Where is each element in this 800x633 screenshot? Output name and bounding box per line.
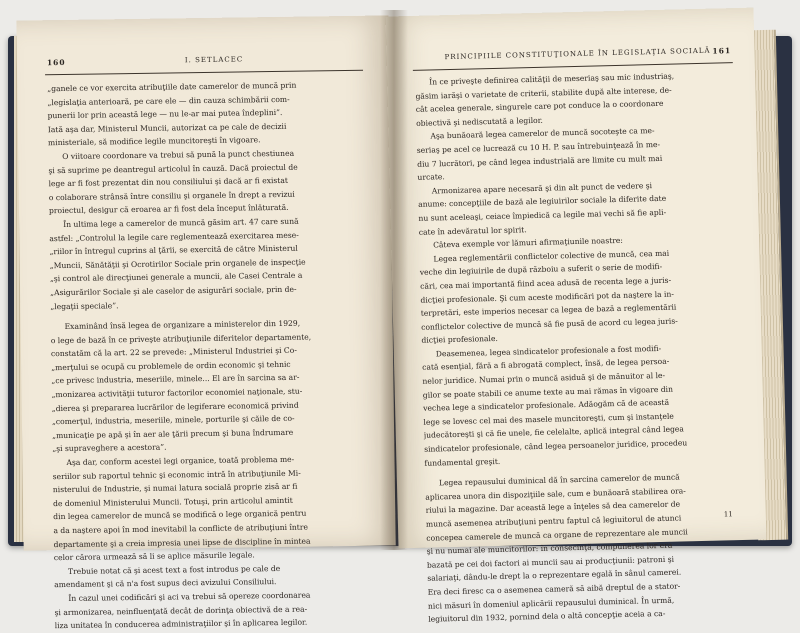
text-line: conflictelor colective de muncă să fie pusă de acord cu legea juris- [421,316,678,332]
text-line: a da naştere apoi în mod inevitabil la conflicte de atribuţiuni între [53,522,309,536]
text-line: aplicarea unora din dispoziţiile sale, cum e bunăoară stabilirea ora- [425,486,686,502]
text-line: „şi control ale direcţiunei generale a muncii, ale Casei Centrale a [49,270,303,284]
text-line: muncă asemenea atribuţiuni pentru faptul că legiuitorul de atunci [425,513,682,529]
text-line: Trebuie notat că şi acest text a fost introdus pe cale de [67,563,281,576]
text-line: În ultima lege a camerelor de muncă găsim art. 47 care sună [63,216,299,229]
text-line: Era deci firesc ca o asemenea cameră să aibă dreptul de a stator- [427,581,681,597]
text-line: „şi supraveghere a acestora”. [52,443,167,454]
text-line: şi nu numai ale muncitorilor: în consecinţă, compunerea lor era [426,540,673,556]
text-line: proiectul, desigur că eroarea ar fi fost dela început înlăturată. [48,203,289,216]
text-line: de domeniul Ministerului Muncii. Totuşi, prin articolul amintit [53,495,293,508]
left-page-text [47,78,371,633]
text-line: Deasemenea, legea sindicatelor profesionale a fost modifi- [435,343,662,359]
text-line: Armonizarea apare necesară şi din alt punct de vedere şi [431,180,653,196]
text-line: riului la magazine. Dar această lege a înţeles să dea camerelor de [425,499,681,516]
text-line: „comerţul, industria, meseriile, minele, porturile şi căile de co- [51,414,295,427]
text-line: Aşa bunăoară legea camerelor de muncă socoteşte ca me- [430,126,655,141]
text-line: salariaţi, dându-le drept la o reprezentare egală în sânul camerei. [427,567,682,584]
signature-mark: 11 [723,510,733,519]
text-line: nici măsuri în domeniul aplicării repausului duminical. În urmă, [427,595,675,611]
text-line: Câteva exemple vor lămuri afirmaţiunile noastre: [433,235,624,250]
text-line: sindicatelor profesionale, când legea persoanelor juridice, procedeu [424,438,688,454]
text-line: urcate. [417,172,445,182]
text-line: concepea camerele de muncă ca organe de reprezentare ale muncii [426,526,688,543]
text-line: În ce priveşte definirea calităţii de meseriaş sau mic industriaş, [429,71,675,87]
text-line: terpretări, este imperios necesar ca legea de bază a reglementării [420,302,677,318]
text-line: găsim iarăşi o varietate de criterii, stabilite după alte interese, de- [415,85,672,101]
text-line: departamente şi a creia impresia unei lipse de discipline în mintea [53,536,311,549]
text-line: „Asigurărilor Sociale şi ale caselor de asigurări sociale, prin de- [50,284,297,298]
text-line: veche din legiuirile de după războiu a suferit o serie de modifi- [419,262,663,278]
text-line: „merţului se ocupă cu problemele de ordin economic şi tehnic [51,359,291,373]
text-line: Examinând însă legea de organizare a ministerelor din 1929, [64,318,301,332]
text-line: din legea camerelor de muncă se modifică o lege organică pentru [53,509,307,522]
text-line: şi să suprime pe deantregul articolul în cauză. Dacă proiectul de [48,162,298,175]
text-line: O viitoare coordonare va trebui să pună la punct chestiunea [62,148,295,161]
text-line: şi armonizarea, neinfluenţată decât de dorinţa obiectivă de a rea- [54,604,308,617]
text-line: cări, cea mai importantă fiind acea adusă de recenta lege a juris- [420,275,672,291]
text-line: Legea repausului duminical dă în sarcina camerelor de muncă [438,472,680,488]
left-running-head: I. SETLACEC [184,55,244,65]
text-line: „legislaţia anterioară, pe care ele — din cauza schimbării com- [47,94,290,107]
text-line: vechea lege a sindicatelor profesionale. Adăogăm că de această [423,398,670,414]
text-line: „dierea şi prepararea lucrărilor de legiferare economică privind [51,400,299,413]
text-line: „riilor în întregul cuprins al ţării, se exercită de către Ministerul [49,243,298,257]
text-line: nelor juridice. Numai prin o muncă asiduă şi de mănuitor al le- [422,370,666,386]
text-line: dicţiei profesionale. Şi cum aceste modificări pot da naştere la in- [420,289,674,305]
text-line: legiuitorul din 1932, pornind dela o altă concepţie aceia a ca- [428,609,666,624]
text-line: „ganele ce vor exercita atribuţiile date camerelor de muncă prin [47,80,297,94]
text-line: liza unitatea în conducerea administraţiilor şi în aplicarea legilor. [54,617,308,631]
text-line: „municaţie pe apă şi în aer ale ţării precum şi buna îndrumare [52,427,294,441]
text-line: dicţiei profesionale. [421,334,498,346]
text-line: o lege de bază în ce priveşte atribuţiunile diferitelor departamente, [50,332,312,345]
text-line: nisterului de Industrie, şi numai latura socială proprie zisă ar fi [52,481,298,495]
right-page-number: 161 [712,46,732,56]
text-line: „monizarea activităţii tuturor factorilor economiei naţionale, stu- [51,386,303,400]
text-line: anume: concepţiile de bază ale legiuirilor sociale la diferite date [418,194,667,210]
right-running-head: PRINCIPIILE CONSTITUŢIONALE ÎN LEGISLAŢIA SOCIALĂ [444,46,711,62]
text-line: cată esenţial, fără a fi abrogată complect, însă, de legea persoa- [422,357,670,373]
text-line: cât acelea generale, singurele care pot conduce la o coordonare [415,99,664,115]
text-line: lege ar fi fost prezentat din nou consiliului şi dacă ar fi existat [48,176,288,189]
text-line: cate în adevăratul lor spirit. [418,224,527,237]
left-page-number: 160 [46,57,66,68]
text-line: seriilor sub raportul tehnic şi economic intră în atribuţiunile Mi- [52,468,301,481]
text-line: punerii lor prin această lege — nu le-ar mai putea îndeplini”. [47,108,283,121]
text-line: judecătoreşti şi că fie unele, fie celelalte, aplică integral când legea [423,424,685,441]
text-line: seriaş pe acel ce lucrează cu 10 H. P. sau întrebuinţează în me- [416,139,661,155]
text-line: Legea reglementării conflictelor colective de muncă, cea mai [433,248,670,264]
text-line: gilor se poate stabili ce anume texte au mai rămas în vigoare din [422,384,674,400]
text-line: În cazul unei codificări şi aci va trebui să opereze coordonarea [68,590,311,603]
left-page [16,15,395,631]
text-line: astfel: „Controlul la legile care reglementează exercitarea mese- [49,230,299,243]
right-page [386,8,767,624]
text-line: Aşa dar, conform acestei legi organice, toată problema me- [66,454,295,467]
text-line: nu sunt aceleaşi, ceiace împiedică ca legile mai vechi să fie apli- [418,207,667,223]
text-line: celor cărora urmează să li se aplice măsurile legale. [53,550,255,563]
text-line: „ce privesc industria, meseriile, minele... El are în sarcina sa ar- [51,373,300,386]
text-line: o colaborare strânsă între consiliu şi organele în drept a revizui [48,189,295,202]
right-page-text [415,68,746,626]
text-line: fundamental greşit. [424,456,501,468]
text-line: obiectivă şi nediscutată a legilor. [416,115,543,128]
book-gutter [380,10,408,550]
text-line: Iată aşa dar, Ministerul Muncii, autorizat ca pe cale de decizii [47,121,287,134]
text-line: constatăm că la art. 22 se prevede: „Ministerul Industriei şi Co- [50,346,297,359]
text-line: „legaţii speciale”. [50,300,119,311]
text-line: bazată pe cei doi factori ai muncii sau ai producţiunii: patroni şi [426,554,675,570]
text-line: lege se lovesc cel mai des masele muncitoreşti, cum şi instanţele [423,411,674,427]
text-line: diu 7 lucrători, pe când legea industrială are limite cu mult mai [417,153,663,169]
text-line: amendament şi că n'a fost supus deci avizului Consiliului. [54,577,277,590]
text-line: „Muncii, Sănătăţii şi Ocrotirilor Sociale prin organele de inspecţie [49,257,306,270]
text-line: ministeriale, să modifice legile muncitoreşti în vigoare. [47,135,261,148]
